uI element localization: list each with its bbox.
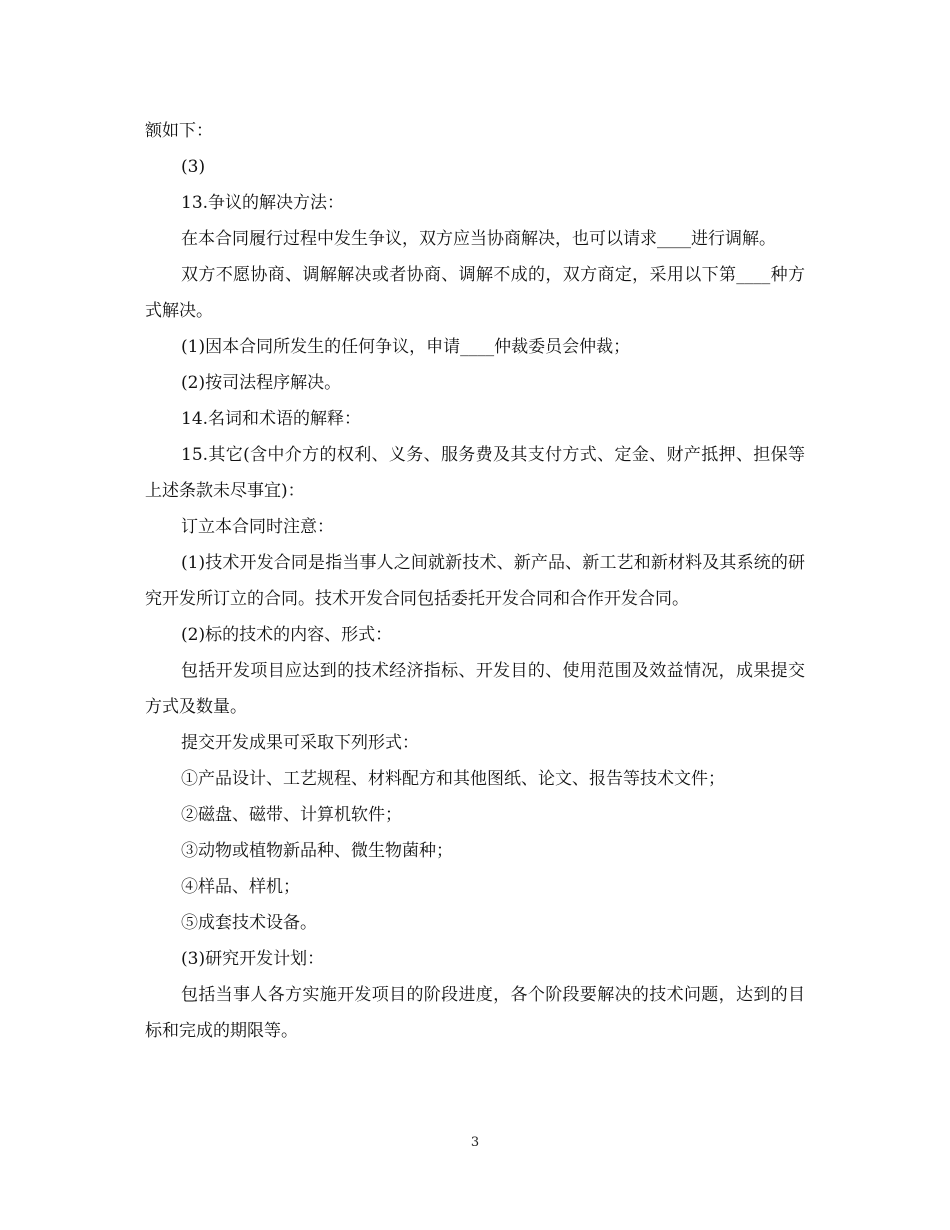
list-item: ②磁盘、磁带、计算机软件； (181, 805, 402, 825)
section-heading: 15.其它(含中介方的权利、义务、服务费及其支付方式、定金、财产抵押、担保等上述条款未尽事宜)： (145, 445, 805, 501)
section-heading: 14.名词和术语的解释： (181, 409, 362, 429)
paragraph: (3) (181, 157, 206, 177)
paragraph: (2)标的技术的内容、形式： (181, 625, 393, 645)
paragraph: 在本合同履行过程中发生争议，双方应当协商解决，也可以请求____进行调解。 (181, 229, 776, 249)
paragraph: 包括开发项目应达到的技术经济指标、开发目的、使用范围及效益情况，成果提交方式及数量。 (145, 661, 805, 717)
section-heading: 13.争议的解决方法： (181, 193, 345, 213)
paragraph: (1)技术开发合同是指当事人之间就新技术、新产品、新工艺和新材料及其系统的研究开发所订立的合同。技术开发合同包括委托开发合同和合作开发合同。 (145, 553, 805, 609)
page-number: 3 (470, 1135, 480, 1150)
paragraph: 订立本合同时注意： (181, 517, 334, 537)
list-item: ④样品、样机； (181, 877, 300, 897)
paragraph: (3)研究开发计划： (181, 949, 325, 969)
paragraph: 包括当事人各方实施开发项目的阶段进度，各个阶段要解决的技术问题，达到的目标和完成的期限等。 (145, 985, 805, 1041)
list-item: ①产品设计、工艺规程、材料配方和其他图纸、论文、报告等技术文件； (181, 769, 725, 789)
list-item: (1)因本合同所发生的任何争议，申请____仲裁委员会仲裁； (181, 337, 631, 357)
paragraph: 额如下： (145, 121, 213, 141)
list-item: ⑤成套技术设备。 (181, 913, 317, 933)
list-item: (2)按司法程序解决。 (181, 373, 342, 393)
list-item: ③动物或植物新品种、微生物菌种； (181, 841, 453, 861)
paragraph: 双方不愿协商、调解解决或者协商、调解不成的，双方商定，采用以下第____种方式解决。 (145, 265, 805, 321)
paragraph: 提交开发成果可采取下列形式： (181, 733, 419, 753)
document-body (145, 113, 805, 1049)
